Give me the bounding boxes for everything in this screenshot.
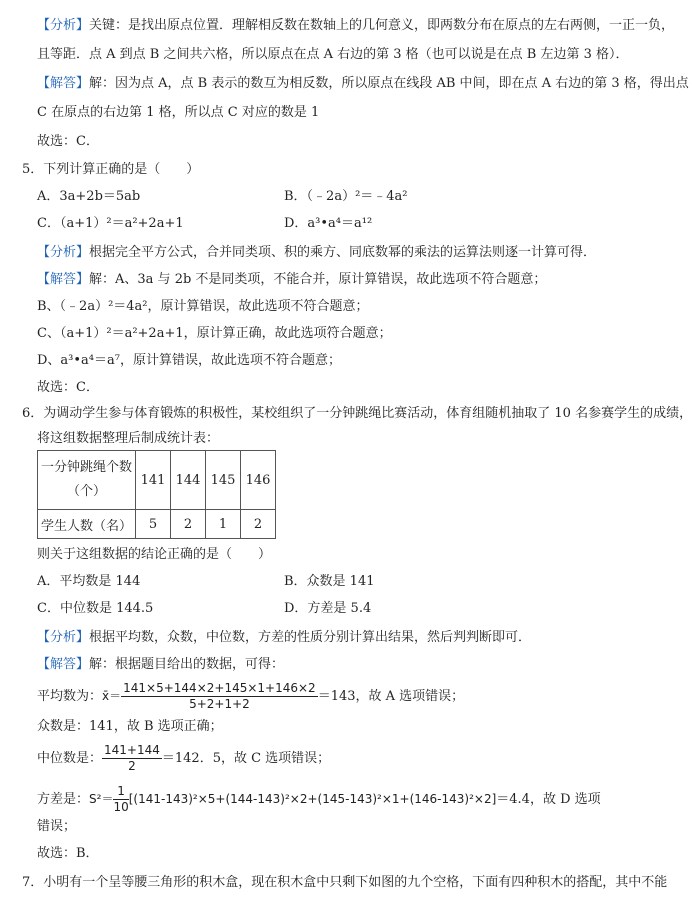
q6-option-c: C．中位数是 144.5 (37, 601, 154, 616)
q6-choice: 故选：B． (37, 846, 99, 861)
analysis-tag: 【分析】 (37, 245, 90, 260)
variance-fraction: $\frac{1}{10}$ (113, 784, 129, 814)
q4-choice: 故选：C． (37, 134, 99, 149)
mean-formula (37, 677, 464, 716)
q6-answer-intro: 【解答】解：根据题目给出的数据，可得： (37, 657, 285, 672)
q5-analysis: 【分析】根据完全平方公式，合并同类项、积的乘方、同底数幂的乘法的运算法则逐一计算可得． (37, 245, 597, 260)
q4-answer-line1: 【解答】解：因为点 A，点 B 表示的数互为相反数，所以原点在线段 AB 中间，即在点 A 右边的第 3 格，得出点 (37, 76, 689, 91)
variance-body: [(141-143)²×5+(144-143)²×2+(145-143)²×1+(146-143)²×2] (128, 792, 497, 806)
analysis-tag: 【分析】 (37, 18, 90, 33)
q5-option-d: D．a³•a⁴＝a¹² (284, 216, 373, 231)
table-row (38, 510, 276, 539)
variance-tail: 错误； (37, 819, 77, 834)
answer-tag: 【解答】 (37, 76, 90, 91)
q6-stem-line1: 6．为调动学生参与体育锻炼的积极性，某校组织了一分钟跳绳比赛活动，体育组随机抽取了 10 名参赛学生的成绩， (22, 406, 692, 421)
answer-tag: 【解答】 (37, 657, 90, 672)
table-header-cell: 一分钟跳绳个数 （个） (38, 451, 136, 510)
analysis-tag: 【分析】 (37, 630, 90, 645)
table-cell: 146 (241, 451, 276, 510)
q4-analysis-line1: 【分析】关键：是找出原点位置．理解相反数在数轴上的几何意义，即两数分布在原点的左右两侧，一正一负， (37, 18, 675, 33)
answer-tag: 【解答】 (37, 272, 90, 287)
mean-result: ＝143，故 A 选项错误； (317, 689, 465, 704)
q4-analysis-line2: 且等距．点 A 到点 B 之间共六格，所以原点在点 A 右边的第 3 格（也可以说是在点 B 左边第 3 格）． (37, 47, 629, 62)
q5-answer-d: D、a³•a⁴＝a⁷，原计算错误，故此选项不符合题意； (37, 353, 341, 368)
variance-result: ＝4.4，故 D 选项 (496, 792, 601, 807)
table-cell: 2 (241, 510, 276, 539)
q5-choice: 故选：C． (37, 380, 99, 395)
table-row (38, 451, 276, 510)
table-cell: 5 (136, 510, 171, 539)
mean-fraction: $\frac{141\times 5+144\times 2+145\times 1+146\times 2}{5+2+1+2}$ (123, 681, 316, 711)
q6-stem-line2: 将这组数据整理后制成统计表： (37, 431, 220, 446)
q5-option-b: B．（﹣2a）²＝﹣4a² (284, 189, 408, 204)
q6-question: 则关于这组数据的结论正确的是（ ） (37, 547, 272, 562)
mode-line: 众数是：141，故 B 选项正确； (37, 719, 223, 734)
mean-label: 平均数为： (37, 689, 103, 704)
table-cell: 2 (171, 510, 206, 539)
q5-answer-c: C、（a+1）²＝a²+2a+1，原计算正确，故此选项符合题意； (37, 326, 392, 341)
table-cell: 141 (136, 451, 171, 510)
median-result: ＝142．5，故 C 选项错误； (161, 751, 331, 766)
median-formula (37, 740, 330, 778)
table-header-cell: 学生人数（名） (38, 510, 136, 539)
median-label: 中位数是： (37, 751, 103, 766)
q5-stem: 5．下列计算正确的是（ ） (22, 162, 200, 177)
q5-option-c: C．（a+1）²＝a²+2a+1 (37, 216, 184, 231)
q6-analysis: 【分析】根据平均数，众数，中位数，方差的性质分别计算出结果，然后判判断即可． (37, 630, 532, 645)
q6-option-d: D．方差是 5.4 (284, 601, 372, 616)
q6-option-a: A．平均数是 144 (37, 574, 141, 589)
x-bar-symbol: x̄ (102, 689, 110, 703)
variance-label: 方差是： (37, 792, 90, 807)
q5-option-a: A．3a+2b＝5ab (37, 189, 141, 204)
equals-sign: ＝ (109, 689, 122, 703)
median-fraction: $\frac{141+144}{2}$ (104, 743, 160, 773)
q5-answer-b: B、（﹣2a）²＝4a²，原计算错误，故此选项不符合题意； (37, 299, 369, 314)
q5-answer-a: 【解答】解：A、3a 与 2b 不是同类项，不能合并，原计算错误，故此选项不符合题意； (37, 272, 547, 287)
s-squared-symbol: S²＝ (89, 792, 114, 806)
q7-stem: 7．小明有一个呈等腰三角形的积木盒，现在积木盒中只剩下如图的九个空格，下面有四种积木的搭配，其中不能 (22, 875, 668, 890)
table-cell: 145 (206, 451, 241, 510)
table-cell: 144 (171, 451, 206, 510)
variance-formula (37, 780, 601, 819)
q6-option-b: B．众数是 141 (284, 574, 375, 589)
q4-answer-line2: C 在原点的右边第 1 格，所以点 C 对应的数是 1 (37, 105, 320, 120)
table-cell: 1 (206, 510, 241, 539)
statistics-table (37, 450, 276, 539)
